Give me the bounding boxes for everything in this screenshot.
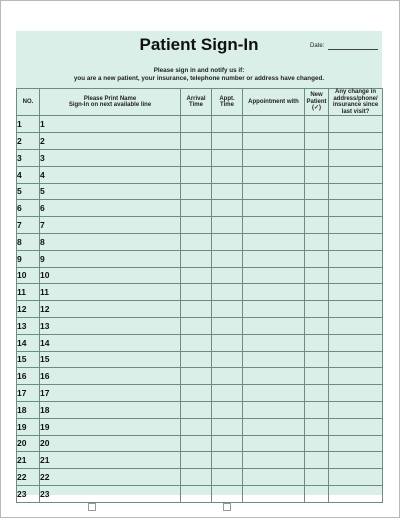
arrival-time-cell[interactable] xyxy=(181,385,212,402)
appointment-with-cell[interactable] xyxy=(243,351,305,368)
new-patient-cell[interactable] xyxy=(305,401,329,418)
table-row xyxy=(17,267,383,284)
name-cell[interactable]: 12 xyxy=(40,301,181,318)
any-change-cell[interactable] xyxy=(329,183,383,200)
new-patient-cell[interactable] xyxy=(305,250,329,267)
appointment-with-cell[interactable] xyxy=(243,149,305,166)
row-number: 7 xyxy=(17,217,40,234)
appt-time-cell[interactable] xyxy=(212,133,243,150)
appointment-with-cell[interactable] xyxy=(243,183,305,200)
row-number: 16 xyxy=(17,368,40,385)
new-patient-cell[interactable] xyxy=(305,116,329,133)
any-change-cell[interactable] xyxy=(329,217,383,234)
table-row xyxy=(17,217,383,234)
arrival-time-cell[interactable] xyxy=(181,284,212,301)
header-appt-time: Appt. Time xyxy=(212,89,243,116)
form-title: Patient Sign-In xyxy=(139,35,259,54)
appointment-with-cell[interactable] xyxy=(243,401,305,418)
header-no: NO. xyxy=(17,89,40,116)
footer-checkbox-left[interactable] xyxy=(88,503,96,511)
appt-time-cell[interactable] xyxy=(212,485,243,502)
appointment-with-cell[interactable] xyxy=(243,301,305,318)
row-number: 6 xyxy=(17,200,40,217)
header-new-patient: New Patient (✓) xyxy=(305,89,329,116)
appt-time-cell[interactable] xyxy=(212,334,243,351)
appointment-with-cell[interactable] xyxy=(243,317,305,334)
name-cell[interactable]: 14 xyxy=(40,334,181,351)
appt-time-cell[interactable] xyxy=(212,452,243,469)
name-cell[interactable]: 7 xyxy=(40,217,181,234)
name-cell[interactable]: 22 xyxy=(40,469,181,486)
new-patient-cell[interactable] xyxy=(305,435,329,452)
appointment-with-cell[interactable] xyxy=(243,435,305,452)
arrival-time-cell[interactable] xyxy=(181,133,212,150)
any-change-cell[interactable] xyxy=(329,301,383,318)
name-cell[interactable]: 6 xyxy=(40,200,181,217)
header-arrival-time: Arrival Time xyxy=(181,89,212,116)
new-patient-cell[interactable] xyxy=(305,183,329,200)
appointment-with-cell[interactable] xyxy=(243,284,305,301)
appointment-with-cell[interactable] xyxy=(243,133,305,150)
new-patient-cell[interactable] xyxy=(305,217,329,234)
name-cell[interactable]: 21 xyxy=(40,452,181,469)
appt-time-cell[interactable] xyxy=(212,233,243,250)
appointment-with-cell[interactable] xyxy=(243,469,305,486)
any-change-cell[interactable] xyxy=(329,418,383,435)
row-number: 10 xyxy=(17,267,40,284)
table-row xyxy=(17,401,383,418)
table-row xyxy=(17,166,383,183)
row-number: 13 xyxy=(17,317,40,334)
table-row xyxy=(17,435,383,452)
new-patient-cell[interactable] xyxy=(305,418,329,435)
appt-time-cell[interactable] xyxy=(212,418,243,435)
table-row xyxy=(17,351,383,368)
arrival-time-cell[interactable] xyxy=(181,200,212,217)
any-change-cell[interactable] xyxy=(329,133,383,150)
appt-time-cell[interactable] xyxy=(212,267,243,284)
table-row xyxy=(17,452,383,469)
name-cell[interactable]: 10 xyxy=(40,267,181,284)
appointment-with-cell[interactable] xyxy=(243,166,305,183)
any-change-cell[interactable] xyxy=(329,200,383,217)
appt-time-cell[interactable] xyxy=(212,200,243,217)
arrival-time-cell[interactable] xyxy=(181,317,212,334)
appointment-with-cell[interactable] xyxy=(243,368,305,385)
appointment-with-cell[interactable] xyxy=(243,116,305,133)
appointment-with-cell[interactable] xyxy=(243,250,305,267)
arrival-time-cell[interactable] xyxy=(181,116,212,133)
instruction-line-2: you are a new patient, your insurance, telephone number or address have changed. xyxy=(73,75,325,82)
appt-time-cell[interactable] xyxy=(212,217,243,234)
row-number: 5 xyxy=(17,183,40,200)
row-number: 18 xyxy=(17,401,40,418)
row-number: 11 xyxy=(17,284,40,301)
sign-in-table xyxy=(16,88,383,503)
name-cell[interactable]: 15 xyxy=(40,351,181,368)
header-row xyxy=(17,89,383,116)
table-row xyxy=(17,149,383,166)
new-patient-cell[interactable] xyxy=(305,368,329,385)
appt-time-cell[interactable] xyxy=(212,401,243,418)
appt-time-cell[interactable] xyxy=(212,284,243,301)
any-change-cell[interactable] xyxy=(329,435,383,452)
row-number: 23 xyxy=(17,485,40,502)
arrival-time-cell[interactable] xyxy=(181,233,212,250)
any-change-cell[interactable] xyxy=(329,233,383,250)
new-patient-cell[interactable] xyxy=(305,317,329,334)
new-patient-cell[interactable] xyxy=(305,200,329,217)
arrival-time-cell[interactable] xyxy=(181,149,212,166)
row-number: 3 xyxy=(17,149,40,166)
new-patient-cell[interactable] xyxy=(305,385,329,402)
appointment-with-cell[interactable] xyxy=(243,385,305,402)
row-number: 17 xyxy=(17,385,40,402)
arrival-time-cell[interactable] xyxy=(181,334,212,351)
arrival-time-cell[interactable] xyxy=(181,250,212,267)
any-change-cell[interactable] xyxy=(329,485,383,502)
row-number: 19 xyxy=(17,418,40,435)
arrival-time-cell[interactable] xyxy=(181,301,212,318)
arrival-time-cell[interactable] xyxy=(181,166,212,183)
row-number: 20 xyxy=(17,435,40,452)
any-change-cell[interactable] xyxy=(329,469,383,486)
appt-time-cell[interactable] xyxy=(212,385,243,402)
arrival-time-cell[interactable] xyxy=(181,469,212,486)
appointment-with-cell[interactable] xyxy=(243,267,305,284)
any-change-cell[interactable] xyxy=(329,334,383,351)
name-cell[interactable]: 19 xyxy=(40,418,181,435)
appt-time-cell[interactable] xyxy=(212,435,243,452)
arrival-time-cell[interactable] xyxy=(181,418,212,435)
table-row xyxy=(17,418,383,435)
header-name: Please Print Name Sign-In on next available line xyxy=(40,89,181,116)
appt-time-cell[interactable] xyxy=(212,351,243,368)
row-number: 8 xyxy=(17,233,40,250)
arrival-time-cell[interactable] xyxy=(181,217,212,234)
name-cell[interactable]: 16 xyxy=(40,368,181,385)
row-number: 1 xyxy=(17,116,40,133)
table-row xyxy=(17,183,383,200)
any-change-cell[interactable] xyxy=(329,250,383,267)
appointment-with-cell[interactable] xyxy=(243,200,305,217)
appt-time-cell[interactable] xyxy=(212,368,243,385)
appointment-with-cell[interactable] xyxy=(243,452,305,469)
name-cell[interactable]: 1 xyxy=(40,116,181,133)
any-change-cell[interactable] xyxy=(329,166,383,183)
sign-in-sheet xyxy=(16,31,382,499)
any-change-cell[interactable] xyxy=(329,452,383,469)
any-change-cell[interactable] xyxy=(329,116,383,133)
name-cell[interactable]: 13 xyxy=(40,317,181,334)
appt-time-cell[interactable] xyxy=(212,116,243,133)
row-number: 2 xyxy=(17,133,40,150)
new-patient-cell[interactable] xyxy=(305,334,329,351)
arrival-time-cell[interactable] xyxy=(181,183,212,200)
table-row xyxy=(17,317,383,334)
name-cell[interactable]: 18 xyxy=(40,401,181,418)
table-row xyxy=(17,233,383,250)
name-cell[interactable]: 8 xyxy=(40,233,181,250)
any-change-cell[interactable] xyxy=(329,368,383,385)
table-row xyxy=(17,469,383,486)
arrival-time-cell[interactable] xyxy=(181,452,212,469)
header-appointment-with: Appointment with xyxy=(243,89,305,116)
arrival-time-cell[interactable] xyxy=(181,435,212,452)
new-patient-cell[interactable] xyxy=(305,267,329,284)
table-row xyxy=(17,385,383,402)
name-cell[interactable]: 20 xyxy=(40,435,181,452)
row-number: 15 xyxy=(17,351,40,368)
table-row xyxy=(17,116,383,133)
appt-time-cell[interactable] xyxy=(212,166,243,183)
any-change-cell[interactable] xyxy=(329,149,383,166)
name-cell[interactable]: 17 xyxy=(40,385,181,402)
date-label: Date: xyxy=(310,43,325,49)
appt-time-cell[interactable] xyxy=(212,301,243,318)
name-cell[interactable]: 2 xyxy=(40,133,181,150)
footer-checkbox-right[interactable] xyxy=(223,503,231,511)
table-row xyxy=(17,334,383,351)
instruction-line-1: Please sign in and notify us if: xyxy=(153,67,245,74)
arrival-time-cell[interactable] xyxy=(181,267,212,284)
new-patient-cell[interactable] xyxy=(305,133,329,150)
any-change-cell[interactable] xyxy=(329,351,383,368)
table-row xyxy=(17,368,383,385)
row-number: 9 xyxy=(17,250,40,267)
new-patient-cell[interactable] xyxy=(305,149,329,166)
table-row xyxy=(17,301,383,318)
new-patient-cell[interactable] xyxy=(305,284,329,301)
table-row xyxy=(17,284,383,301)
name-cell[interactable]: 11 xyxy=(40,284,181,301)
any-change-cell[interactable] xyxy=(329,284,383,301)
appointment-with-cell[interactable] xyxy=(243,217,305,234)
header-any-change: Any change in address/phone/ insurance since last visit? xyxy=(329,89,383,116)
row-number: 12 xyxy=(17,301,40,318)
row-number: 22 xyxy=(17,469,40,486)
name-cell[interactable]: 5 xyxy=(40,183,181,200)
appointment-with-cell[interactable] xyxy=(243,233,305,250)
table-row xyxy=(17,133,383,150)
arrival-time-cell[interactable] xyxy=(181,485,212,502)
row-number: 4 xyxy=(17,166,40,183)
name-cell[interactable]: 4 xyxy=(40,166,181,183)
name-cell[interactable]: 3 xyxy=(40,149,181,166)
appointment-with-cell[interactable] xyxy=(243,485,305,502)
new-patient-cell[interactable] xyxy=(305,301,329,318)
row-number: 21 xyxy=(17,452,40,469)
new-patient-cell[interactable] xyxy=(305,351,329,368)
any-change-cell[interactable] xyxy=(329,317,383,334)
any-change-cell[interactable] xyxy=(329,401,383,418)
arrival-time-cell[interactable] xyxy=(181,351,212,368)
table-body xyxy=(17,116,383,502)
date-field-line[interactable] xyxy=(328,49,378,50)
any-change-cell[interactable] xyxy=(329,385,383,402)
arrival-time-cell[interactable] xyxy=(181,368,212,385)
appointment-with-cell[interactable] xyxy=(243,418,305,435)
appt-time-cell[interactable] xyxy=(212,250,243,267)
row-number: 14 xyxy=(17,334,40,351)
table-row xyxy=(17,485,383,502)
appt-time-cell[interactable] xyxy=(212,317,243,334)
appointment-with-cell[interactable] xyxy=(243,334,305,351)
appt-time-cell[interactable] xyxy=(212,149,243,166)
new-patient-cell[interactable] xyxy=(305,452,329,469)
new-patient-cell[interactable] xyxy=(305,233,329,250)
appt-time-cell[interactable] xyxy=(212,183,243,200)
name-cell[interactable]: 23 xyxy=(40,485,181,502)
name-cell[interactable]: 9 xyxy=(40,250,181,267)
arrival-time-cell[interactable] xyxy=(181,401,212,418)
new-patient-cell[interactable] xyxy=(305,485,329,502)
table-row xyxy=(17,200,383,217)
new-patient-cell[interactable] xyxy=(305,166,329,183)
any-change-cell[interactable] xyxy=(329,267,383,284)
appt-time-cell[interactable] xyxy=(212,469,243,486)
table-row xyxy=(17,250,383,267)
new-patient-cell[interactable] xyxy=(305,469,329,486)
